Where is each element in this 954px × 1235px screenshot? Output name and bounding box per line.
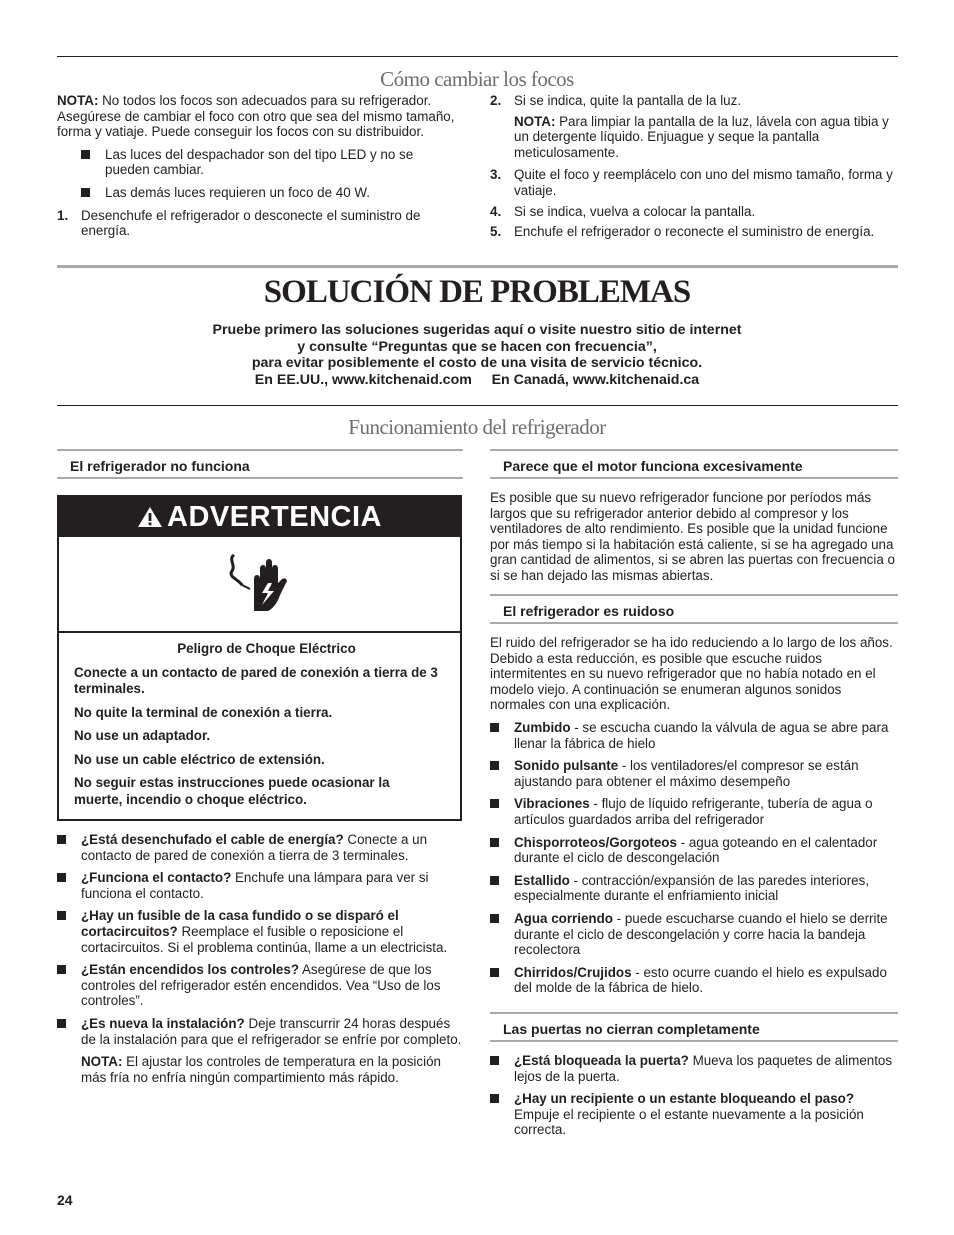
list-item: Estallido - contracción/expansión de las paredes interiores, especialmente durante el enfriamiento inicial [490,873,898,904]
doors-list [490,1053,898,1145]
warning-line: No quite la terminal de conexión a tierra. [74,704,333,720]
noisy-section [490,635,898,1003]
list-item: ¿Funciona el contacto? Enchufe una lámpara para ver si funciona el contacto. [57,870,462,901]
list-item: Zumbido - se escucha cuando la válvula de agua se abre para llenar la fábrica de hielo [490,720,898,751]
warning-icon-area [59,537,460,633]
not-working-list [57,832,462,1092]
not-working-note: NOTA: El ajustar los controles de temperatura en la posición más fría no enfría ningún compartimiento más rápido. [81,1054,441,1085]
top-rule [57,56,898,57]
step-2-note: NOTA: Para limpiar la pantalla de la luz, lávela con agua tibia y un detergente líquido. Enjuague y seque la pantalla meticulosamente. [514,113,889,160]
section-title-bulbs: Cómo cambiar los focos [380,67,574,91]
warning-line: No seguir estas instrucciones puede ocasionar la muerte, incendio o choque eléctrico. [74,775,390,807]
list-item: Las demás luces requieren un foco de 40 W. [81,185,457,201]
step-2: 2. Si se indica, quite la pantalla de la luz. [490,93,742,108]
heading-motor: Parece que el motor funciona excesivamente [490,449,898,479]
section-divider [57,265,898,268]
section-rule [57,405,898,406]
list-item: ¿Hay un recipiente o un estante bloqueando el paso? Empuje el recipiente o el estante nuevamente a la posición correcta. [490,1091,898,1138]
noisy-paragraph: El ruido del refrigerador se ha ido reduciendo a lo largo de los años. Debido a esta reducción, es posible que escuche ruidos intermitentes en su nuevo refrigerador que no había notado en el modelo viejo. A continuación se enumeran algunos sonidos normales con una explicación. [490,635,893,713]
heading-noisy: El refrigerador es ruidoso [490,594,898,624]
list-item: Agua corriendo - puede escucharse cuando el hielo se derrite durante el ciclo de descongelación y corre hacia la bandeja recolectora [490,911,898,958]
list-item: Chisporroteos/Gorgoteos - agua goteando en el calentador durante el ciclo de descongelación [490,835,898,866]
step-1: 1. Desenchufe el refrigerador o desconecte el suministro de energía. [57,207,421,239]
step-3: 3. Quite el foco y reemplácelo con uno del mismo tamaño, forma y vatiaje. [490,167,893,198]
bulbs-right-column [490,93,898,245]
page-number: 24 [57,1192,73,1208]
list-item: ¿Hay un fusible de la casa fundido o se disparó el cortacircuitos? Reemplace el fusible o reposicione el cortacircuitos. Si el problema continúa, llame a un electricista. [57,908,462,955]
list-item: ¿Está bloqueada la puerta? Mueva los paquetes de alimentos lejos de la puerta. [490,1053,898,1084]
warning-text [74,641,449,815]
list-item: ¿Es nueva la instalación? Deje transcurrir 24 horas después de la instalación para que el refrigerador se enfríe por completo. [57,1016,462,1047]
warning-triangle-icon [137,506,163,528]
list-item: Las luces del despachador son del tipo LED y no se pueden cambiar. [81,147,457,178]
section-title-operation: Funcionamiento del refrigerador [348,415,606,439]
page-title: SOLUCIÓN DE PROBLEMAS [263,274,691,310]
bulbs-note: NOTA: No todos los focos son adecuados para su refrigerador. Asegúrese de cambiar el foco con otro que sea del mismo tamaño, forma y vatiaje. Puede conseguir los focos con su distribuidor. [57,93,455,140]
electric-shock-hand-icon [224,549,294,619]
step-4: 4. Si se indica, vuelva a colocar la pantalla. [490,203,756,219]
list-item: ¿Está desenchufado el cable de energía? Conecte a un contacto de pared de conexión a tierra de 3 terminales. [57,832,462,863]
warning-line: No use un cable eléctrico de extensión. [74,751,325,767]
warning-line: No use un adaptador. [74,728,211,743]
bulbs-left-column [57,93,457,244]
intro-text: Pruebe primero las soluciones sugeridas aquí o visite nuestro sitio de internet y consulte “Preguntas que se hacen con frecuencia”, para evitar posiblemente el costo de una visita de servicio técnico. En EE.UU., www.kitchenaid.com En Canadá, www.kitchenaid.ca [212,322,742,388]
warning-line: Conecte a un contacto de pared de conexión a tierra de 3 terminales. [74,664,438,696]
step-5: 5. Enchufe el refrigerador o reconecte el suministro de energía. [490,224,875,240]
list-item: ¿Están encendidos los controles? Asegúrese de que los controles del refrigerador estén encendidos. Vea “Uso de los controles”. [57,962,462,1009]
list-item: Vibraciones - flujo de líquido refrigerante, tubería de agua o artículos guardados arriba del refrigerador [490,796,898,827]
warning-banner: ADVERTENCIA [59,497,460,537]
heading-not-working: El refrigerador no funciona [57,449,463,479]
warning-title: Peligro de Choque Eléctrico [177,641,356,656]
heading-doors: Las puertas no cierran completamente [490,1012,898,1042]
motor-paragraph: Es posible que su nuevo refrigerador funcione por períodos más largos que su refrigerador anterior debido al compresor y los ventiladores de alto rendimiento. Es posible que la unidad funcione por más tiempo si la habitación está caliente, si se ha agregado una gran cantidad de alimentos, si se abren las puertas con frecuencia o si se han dejado las mismas abiertas. [490,490,895,583]
list-item: Sonido pulsante - los ventiladores/el compresor se están ajustando para obtener el máximo desempeño [490,758,898,789]
warning-box [57,495,462,821]
list-item: Chirridos/Crujidos - esto ocurre cuando el hielo es expulsado del molde de la fábrica de hielo. [490,965,898,996]
